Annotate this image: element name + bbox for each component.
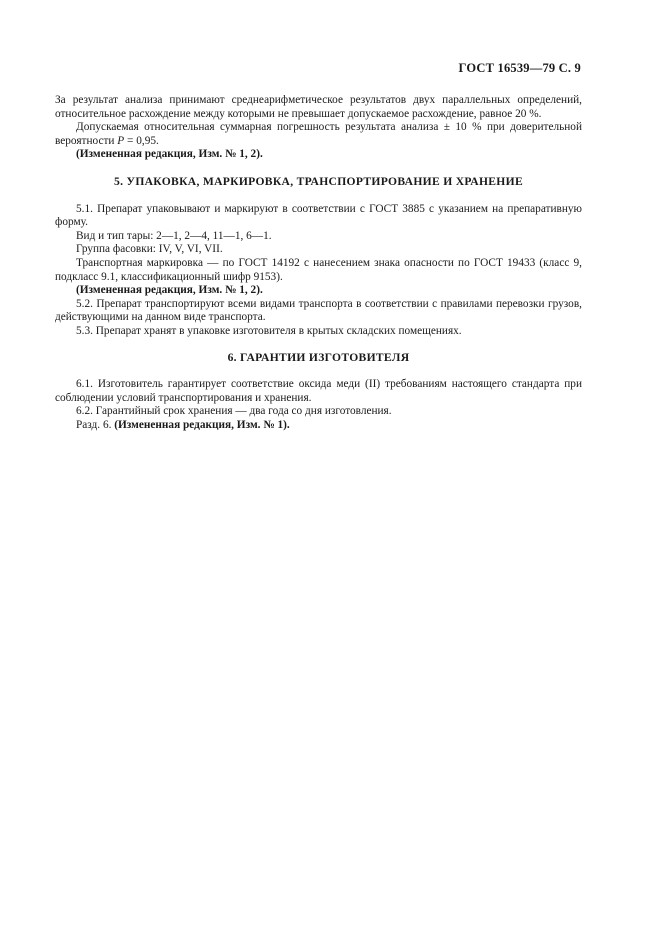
section-6-heading: 6. ГАРАНТИИ ИЗГОТОВИТЕЛЯ [227,350,410,364]
transport-marking-paragraph: Транспортная маркировка — по ГОСТ 14192 с нанесением знака опасности по ГОСТ 19433 (класс 9, подкласс 9.1, классификационный шифр 9153). [55,256,582,283]
section-5-amendment-note: (Измененная редакция, Изм. № 1, 2). [76,284,263,297]
section-6-amendment-line [55,419,582,433]
page-header: ГОСТ 16539—79 С. 9 [458,61,581,75]
intro-p2-text-b: = 0,95. [124,134,159,147]
intro-p2-variable: P [117,134,125,147]
intro-paragraph-error [55,121,582,148]
clause-6-1: 6.1. Изготовитель гарантирует соответствие оксида меди (II) требованиям настоящего стандарта при соблюдении условий транспортирования и хранения. [55,378,582,404]
document-body [55,94,582,432]
intro-p2-text-a: Допускаемая относительная суммарная погрешность результата анализа ± 10 % при доверительной вероятности [55,121,582,147]
intro-paragraph-result [55,94,582,121]
intro-amendment-note: (Измененная редакция, Изм. № 1, 2). [76,148,263,161]
clause-5-1: 5.1. Препарат упаковывают и маркируют в соответствии с ГОСТ 3885 с указанием на препаративную форму. [55,202,582,229]
intro-p1-text: За результат анализа принимают среднеарифметическое результатов двух параллельных определений, относительное расхождение между которыми не превышает допускаемое расхождение, равное 20 %. [55,94,582,120]
section-6-amendment-note: (Измененная редакция, Изм. № 1). [114,418,290,431]
clause-5-2: 5.2. Препарат транспортируют всеми видами транспорта в соответствии с правилами перевозки грузов, действующими на данном виде транспорта. [55,297,582,324]
clause-6-2: 6.2. Гарантийный срок хранения — два года со дня изготовления. [76,405,392,418]
clause-5-3: 5.3. Препарат хранят в упаковке изготовителя в крытых складских помещениях. [76,324,462,337]
tare-type-line: Вид и тип тары: 2—1, 2—4, 11—1, 6—1. [76,229,272,242]
packing-group-line: Группа фасовки: IV, V, VI, VII. [76,243,223,256]
section-6-amendment-prefix: Разд. 6. [76,418,115,431]
section-5-heading: 5. УПАКОВКА, МАРКИРОВКА, ТРАНСПОРТИРОВАНИЕ И ХРАНЕНИЕ [114,174,523,188]
